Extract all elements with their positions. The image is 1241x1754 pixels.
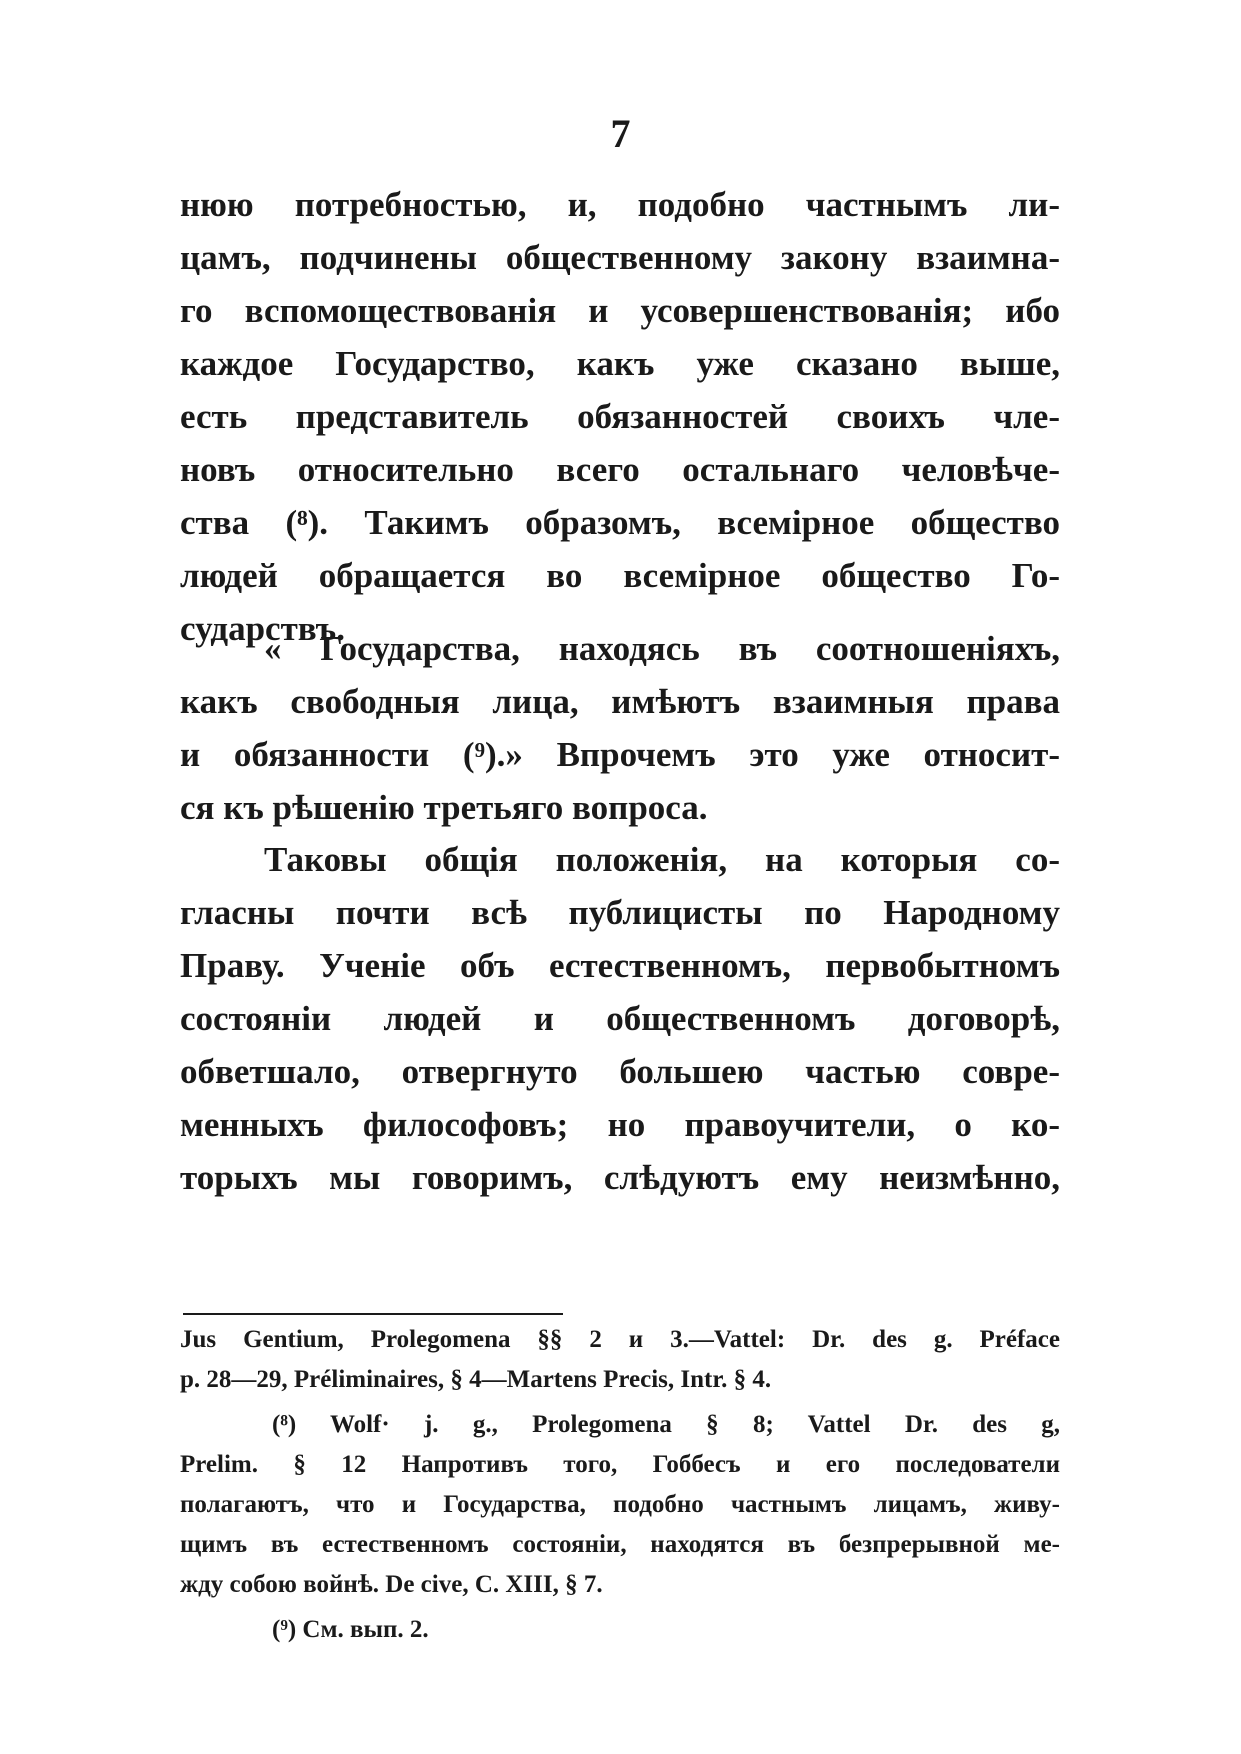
footnote-divider	[183, 1313, 563, 1315]
text-line: есть представитель обязанностей своихъ чле-	[180, 397, 1060, 436]
text-line: и обязанности (⁹).» Впрочемъ это уже относит-	[180, 735, 1060, 774]
page-number: 7	[610, 111, 631, 156]
paragraph-2	[180, 622, 1060, 834]
text-line: торыхъ мы говоримъ, слѣдуютъ ему неизмѣнно,	[180, 1158, 1060, 1197]
footnote-1	[180, 1320, 1060, 1400]
footnote-line: p. 28—29, Préliminaires, § 4—Martens Precis, Intr. § 4.	[180, 1366, 772, 1393]
text-line: Таковы общія положенія, на которыя со-	[264, 840, 1060, 879]
text-line: состояніи людей и общественномъ договорѣ,	[180, 999, 1060, 1038]
text-line: новъ относительно всего остальнаго человѣче-	[180, 450, 1060, 489]
footnote-line: Jus Gentium, Prolegomena §§ 2 и 3.—Vattel: Dr. des g. Préface	[180, 1326, 1060, 1353]
paragraph-1	[180, 178, 1060, 655]
footnote-line: щимъ въ естественномъ состояніи, находятся въ безпрерывной ме-	[180, 1531, 1060, 1558]
text-line: го вспомоществованія и усовершенствованія; ибо	[180, 291, 1060, 330]
text-line: каждое Государство, какъ уже сказано выше,	[180, 344, 1060, 383]
text-line: гласны почти всѣ публицисты по Народному	[180, 893, 1060, 932]
text-line: ся къ рѣшенію третьяго вопроса.	[180, 788, 708, 827]
text-line: ства (⁸). Такимъ образомъ, всемірное общество	[180, 503, 1060, 542]
footnote-line: Prelim. § 12 Напротивъ того, Гоббесъ и его последователи	[180, 1451, 1060, 1478]
footnote-line: жду собою войнѣ. De cive, C. XIII, § 7.	[180, 1571, 603, 1598]
text-line: цамъ, подчинены общественному закону взаимна-	[180, 238, 1060, 277]
text-line: обветшало, отвергнуто большею частью совре-	[180, 1052, 1060, 1091]
text-line: нюю потребностью, и, подобно частнымъ ли-	[180, 185, 1060, 224]
text-line: сударствъ.	[180, 609, 345, 648]
text-line: « Государства, находясь въ соотношеніяхъ,	[264, 629, 1060, 668]
text-line: какъ свободныя лица, имѣютъ взаимныя права	[180, 682, 1060, 721]
footnote-line: (⁸) Wolf· j. g., Prolegomena § 8; Vattel Dr. des g,	[272, 1411, 1060, 1438]
footnote-8	[180, 1405, 1060, 1605]
footnote-line: (⁹) См. вып. 2.	[272, 1616, 429, 1643]
text-line: людей обращается во всемірное общество Го-	[180, 556, 1060, 595]
footnote-line: полагаютъ, что и Государства, подобно частнымъ лицамъ, живу-	[180, 1491, 1060, 1518]
text-line: менныхъ философовъ; но правоучители, о ко-	[180, 1105, 1060, 1144]
footnote-9	[180, 1610, 1060, 1650]
text-line: Праву. Ученіе объ естественномъ, первобытномъ	[180, 946, 1060, 985]
paragraph-3	[180, 833, 1060, 1204]
